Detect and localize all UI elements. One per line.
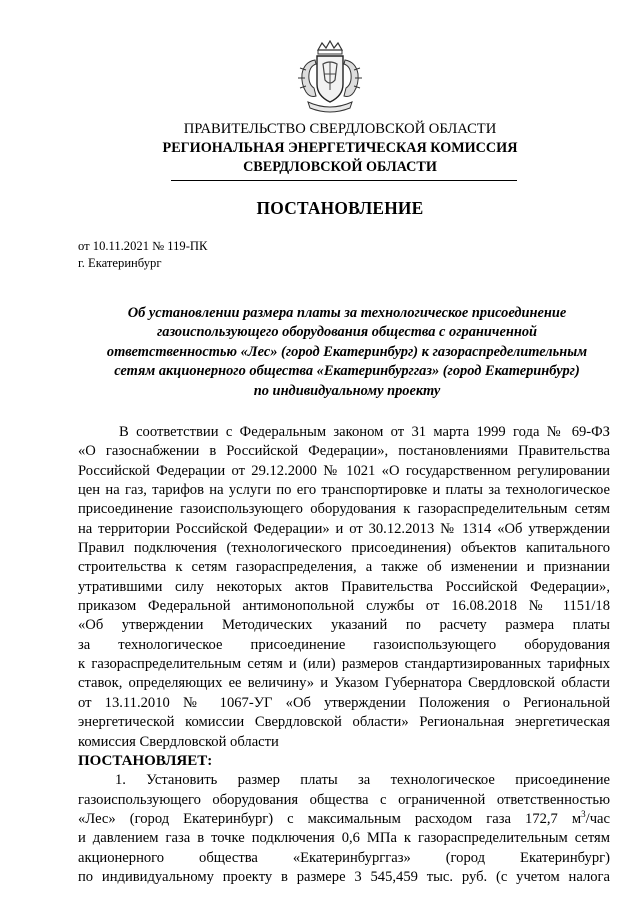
item1-line: 1. Установить размер платы за технологическое присоединение: [115, 772, 610, 789]
subject-line: Об установлении размера платы за технологическое присоединение: [127, 305, 567, 321]
header-divider: [171, 180, 517, 181]
subject-line: газоиспользующего оборудования общества с ограниченной: [156, 324, 538, 341]
preamble-line: энергетической комиссии Свердловской области» Региональная энергетическая: [78, 714, 610, 731]
preamble-line: «Об утверждении Методических указаний по расчету размера платы: [78, 617, 610, 634]
preamble-line: утратившими силу некоторых актов Правительства Российской Федерации»,: [78, 578, 610, 595]
preamble-line: «О газоснабжении в Российской Федерации», постановлениями Правительства: [78, 443, 610, 460]
item1-line3-text: «Лес» (город Екатеринбург) с максимальным расходом газа 172,7 м: [78, 810, 582, 827]
document-date-number: от 10.11.2021 № 119-ПК: [78, 239, 208, 253]
cubic-superscript: 3: [581, 808, 586, 819]
preamble-line: приказом Федеральной антимонопольной службы от 16.08.2018 № 1151/18: [78, 598, 610, 615]
subject-line: по индивидуальному проекту: [253, 382, 441, 399]
commission-name-line1: РЕГИОНАЛЬНАЯ ЭНЕРГЕТИЧЕСКАЯ КОМИССИЯ: [162, 140, 518, 156]
preamble-line: цен на газ, тарифов на услуги по его транспортировке и платы за технологическое: [78, 482, 610, 499]
government-name: ПРАВИТЕЛЬСТВО СВЕРДЛОВСКОЙ ОБЛАСТИ: [183, 121, 497, 137]
coat-of-arms-icon: [294, 40, 366, 116]
preamble-line: от 13.11.2010 № 1067-УГ «Об утверждении Положения о Региональной: [78, 694, 610, 711]
item1-line: [78, 810, 610, 829]
preamble-line: за технологическое присоединение газоиспользующего оборудования: [78, 636, 610, 653]
document-body: [78, 423, 610, 887]
commission-name-line2: СВЕРДЛОВСКОЙ ОБЛАСТИ: [243, 159, 437, 175]
subject-line: ответственностью «Лес» (город Екатеринбург) к газораспределительным: [106, 343, 588, 360]
preamble-line: строительства к сетям газораспределения, а также об изменении и признании: [78, 559, 610, 576]
preamble-line: на территории Российской Федерации» и от 30.12.2013 № 1314 «Об утверждении: [78, 520, 610, 537]
preamble-line: Правил подключения (технологического присоединения) объектов капитального: [78, 540, 610, 557]
item1-line: газоиспользующего оборудования общества с ограниченной ответственностью: [78, 791, 610, 808]
document-city: г. Екатеринбург: [78, 256, 162, 270]
item1-line: по индивидуальному проекту в размере 3 545,459 тыс. руб. (с учетом налога: [78, 868, 610, 885]
item1-line: акционерного общества «Екатеринбурггаз» (город Екатеринбург): [78, 849, 610, 866]
preamble-line: В соответствии с Федеральным законом от 31 марта 1999 года № 69-ФЗ: [119, 424, 610, 440]
preamble-line: присоединение газоиспользующего оборудования к газораспределительным сетям: [78, 501, 610, 518]
preamble-line: ставок, определяющих ее величину» и Указом Губернатора Свердловской области: [78, 675, 610, 692]
item1-line: и давлением газа в точке подключения 0,6 МПа к газораспределительным сетям: [78, 830, 610, 847]
document-subject: [84, 304, 610, 401]
document-type-title: ПОСТАНОВЛЕНИЕ: [256, 198, 424, 218]
item1-line3-unit: /час: [585, 810, 610, 827]
preamble-line: комиссия Свердловской области: [78, 733, 279, 750]
preamble-line: к газораспределительным сетям и (или) размеров стандартизированных тарифных: [78, 656, 610, 673]
subject-line: сетям акционерного общества «Екатеринбурггаз» (город Екатеринбург): [114, 363, 580, 380]
preamble-line: Российской Федерации от 29.12.2000 № 1021 «О государственном регулировании: [78, 462, 610, 479]
decree-word: ПОСТАНОВЛЯЕТ:: [78, 752, 213, 769]
